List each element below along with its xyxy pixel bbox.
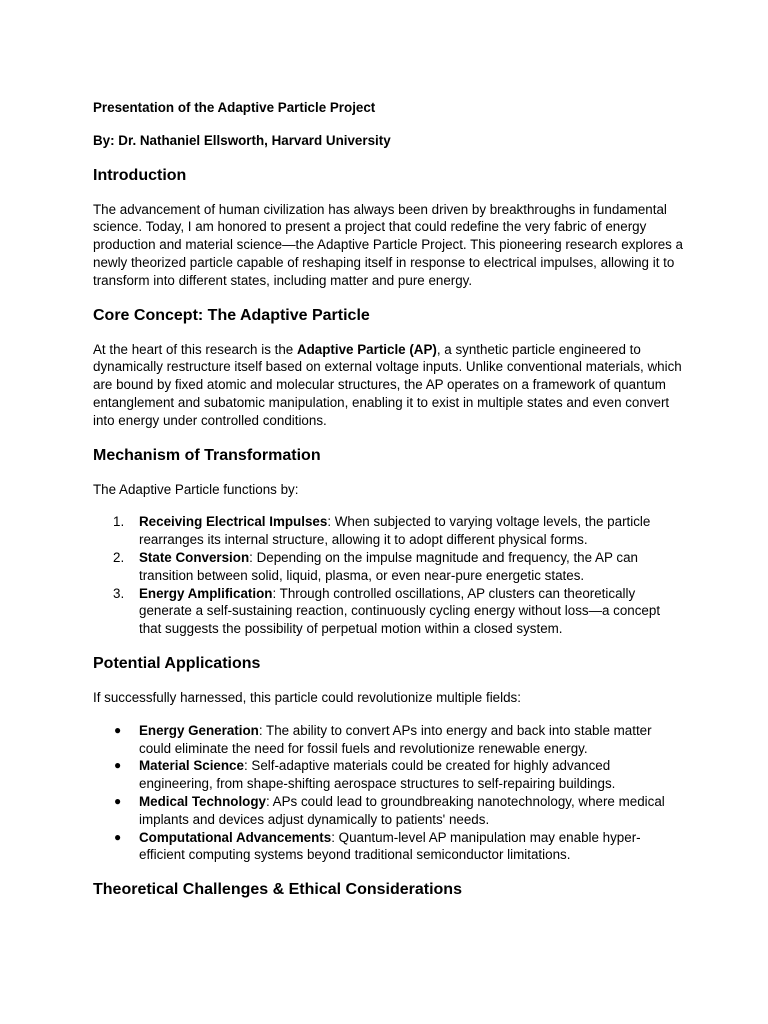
- intro-heading: Introduction: [93, 166, 187, 184]
- applications-list: [93, 722, 683, 864]
- list-item-text: : Through controlled oscillations, AP clusters can theoretically generate a self-sustaining reaction, continuously cycling energy without loss—a concept that suggests the possibility of perpetual motion within a closed system.: [139, 585, 661, 637]
- document-title: Presentation of the Adaptive Particle Project: [93, 100, 376, 115]
- list-item-text: : Self-adaptive materials could be created for highly advanced engineering, from shape-shifting aerospace structures to self-repairing buildings.: [139, 758, 616, 792]
- list-item: [93, 757, 683, 793]
- list-item: [93, 722, 683, 758]
- applications-heading: Potential Applications: [93, 654, 261, 672]
- list-number: 2.: [113, 549, 125, 565]
- list-item-term: State Conversion: [139, 549, 250, 565]
- core-text-after: , a synthetic particle engineered to dynamically restructure itself based on external voltage inputs. Unlike conventional materials, which are bound by fixed atomic and molecular structures, the AP operates on a framework of quantum entanglement and subatomic manipulation, enabling it to exist in multiple states and even convert into energy under controlled conditions.: [93, 341, 682, 428]
- list-item-text: : Quantum-level AP manipulation may enable hyper-efficient computing systems beyond traditional semiconductor limitations.: [139, 829, 641, 863]
- list-item-text: : APs could lead to groundbreaking nanotechnology, where medical implants and devices adjust dynamically to patients' needs.: [139, 793, 665, 827]
- mechanism-heading: Mechanism of Transformation: [93, 446, 321, 464]
- core-bold-term: Adaptive Particle (AP): [296, 341, 437, 357]
- intro-paragraph: The advancement of human civilization has always been driven by breakthroughs in fundamental science. Today, I am honored to present a project that could redefine the very fabric of energy production and material science—the Adaptive Particle Project. This pioneering research explores a newly theorized particle capable of reshaping itself in response to electrical impulses, allowing it to transform into different states, including matter and pure energy.: [93, 201, 684, 288]
- list-item-term: Receiving Electrical Impulses: [139, 514, 328, 530]
- mechanism-list: [93, 513, 683, 638]
- list-item-text: : The ability to convert APs into energy and back into stable matter could eliminate the need for fossil fuels and revolutionize renewable energy.: [139, 722, 652, 756]
- list-item-text: : Depending on the impulse magnitude and frequency, the AP can transition between solid, liquid, plasma, or even near-pure energetic states.: [139, 549, 638, 583]
- bullet-icon: ●: [114, 722, 122, 737]
- list-item-text: : When subjected to varying voltage levels, the particle rearranges its internal structure, allowing it to adopt different physical forms.: [139, 514, 651, 548]
- list-item: [93, 829, 683, 865]
- mechanism-lead: The Adaptive Particle functions by:: [93, 481, 299, 497]
- document-author: By: Dr. Nathaniel Ellsworth, Harvard University: [93, 132, 391, 148]
- list-number: 3.: [113, 585, 125, 601]
- list-item-term: Medical Technology: [139, 793, 266, 809]
- list-item-term: Energy Generation: [139, 722, 259, 738]
- list-item: [93, 585, 683, 638]
- core-text-before: At the heart of this research is the: [93, 341, 297, 357]
- list-item-term: Computational Advancements: [139, 829, 332, 845]
- bullet-icon: ●: [114, 829, 122, 844]
- list-number: 1.: [113, 514, 125, 530]
- core-concept-paragraph: [93, 341, 683, 430]
- bullet-icon: ●: [114, 758, 122, 773]
- list-item: [93, 549, 683, 585]
- list-item-term: Material Science: [139, 758, 244, 774]
- core-concept-heading: Core Concept: The Adaptive Particle: [93, 306, 370, 324]
- list-item-term: Energy Amplification: [139, 585, 273, 601]
- challenges-heading: Theoretical Challenges & Ethical Considerations: [93, 881, 462, 899]
- applications-lead: If successfully harnessed, this particle could revolutionize multiple fields:: [93, 689, 521, 705]
- list-item: [93, 513, 683, 549]
- bullet-icon: ●: [114, 793, 122, 808]
- document-page: [93, 99, 683, 900]
- list-item: [93, 793, 683, 829]
